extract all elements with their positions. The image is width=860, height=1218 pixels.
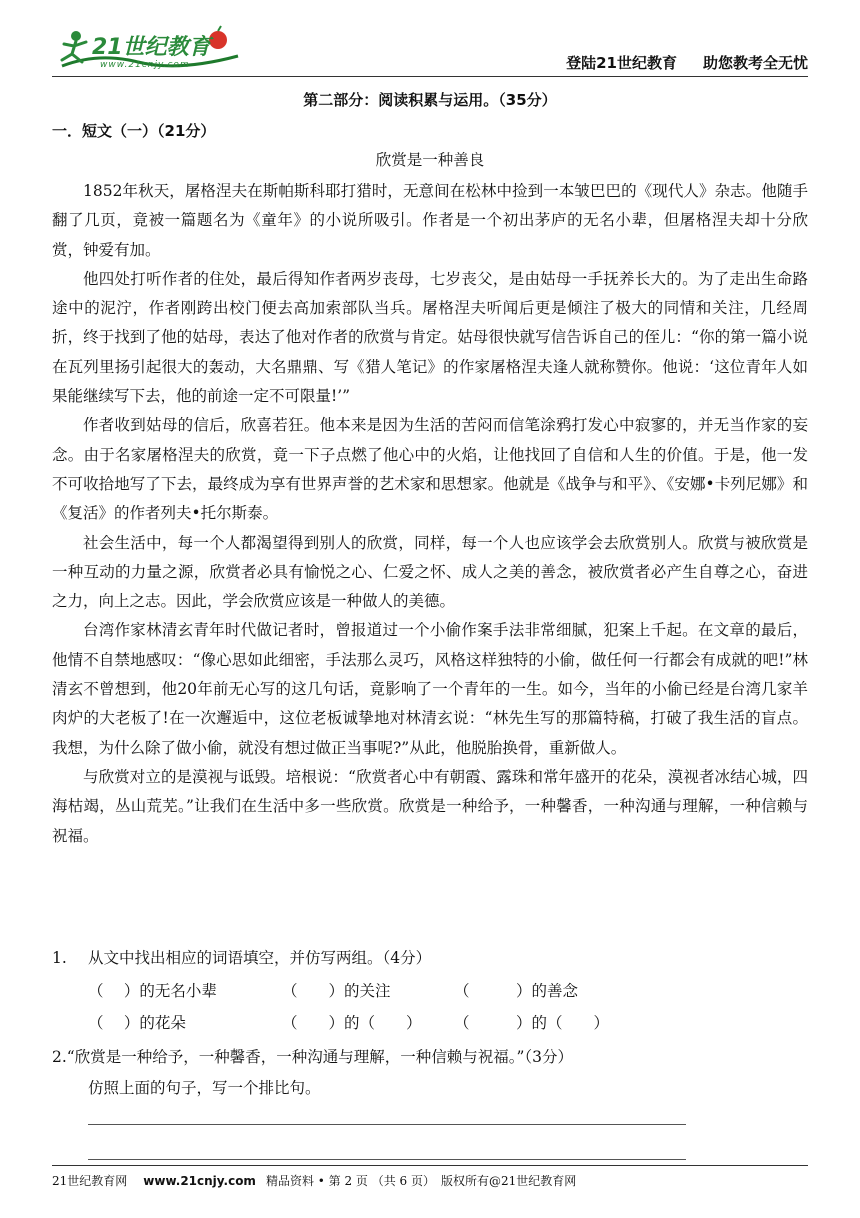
footer-copyright: 版权所有@21世纪教育网	[441, 1174, 577, 1188]
paragraph: 1852年秋天，屠格涅夫在斯帕斯科耶打猎时，无意间在松林中捡到一本皱巴巴的《现代人》杂志。他随手翻了几页，竟被一篇题名为《童年》的小说所吸引。作者是一个初出茅庐的无名小辈，但屠格涅夫却十分欣赏，钟爱有加。	[52, 182, 808, 259]
header-slogan	[540, 52, 808, 73]
fill-blank[interactable]: （ ）的（ ）	[282, 1014, 422, 1032]
footer-divider	[52, 1165, 808, 1166]
fill-blank[interactable]: （ ）的关注	[282, 982, 391, 1000]
question-2-text: 2.“欣赏是一种给予，一种馨香，一种沟通与理解，一种信赖与祝福。”（3分）	[52, 1048, 574, 1066]
question-1	[52, 946, 431, 968]
article-title: 欣赏是一种善良	[375, 151, 485, 169]
part-title: 第二部分：阅读积累与运用。（35分）	[303, 91, 557, 109]
slogan-right: 助您教考全无忧	[702, 54, 808, 72]
paragraph: 社会生活中，每一个人都渴望得到别人的欣赏，同样，每一个人也应该学会去欣赏别人。欣赏与被欣赏是一种互动的力量之源，欣赏者必具有愉悦之心、仁爱之怀、成人之美的善念，被欣赏者必产生自尊之心，奋进之力，向上之志。因此，学会欣赏应该是一种做人的美德。	[52, 533, 808, 611]
paragraph: 台湾作家林清玄青年时代做记者时，曾报道过一个小偷作案手法非常细腻，犯案上千起。在文章的最后，他情不自禁地感叹：“像心思如此细密，手法那么灵巧，风格这样独特的小偷，做任何一行都会有成就的吧!”林清玄不曾想到，他20年前无心写的这几句话，竟影响了一个青年的一生。如今，当年的小偷已经是台湾几家羊肉炉的大老板了!在一次邂逅中，这位老板诚挚地对林清玄说：“林先生写的那篇特稿，打破了我生活的盲点。我想，为什么除了做小偷，就没有想过做正当事呢?”从此，他脱胎换骨，重新做人。	[52, 621, 808, 757]
question-2-instruction: 仿照上面的句子，写一个排比句。	[88, 1079, 321, 1097]
footer-site: 21世纪教育网	[52, 1174, 128, 1188]
answer-line[interactable]	[88, 1159, 686, 1160]
header-divider	[52, 76, 808, 77]
paragraph: 作者收到姑母的信后，欣喜若狂。他本来是因为生活的苦闷而信笔涂鸦打发心中寂寥的，并无当作家的妄念。由于名家屠格涅夫的欣赏，竟一下子点燃了他心中的火焰，让他找回了自信和人生的价值。于是，他一发不可收拾地写了下去，最终成为享有世界声誉的艺术家和思想家。他就是《战争与和平》、《安娜•卡列尼娜》和《复活》的作者列夫•托尔斯泰。	[52, 416, 808, 523]
paragraph: 与欣赏对立的是漠视与诋毁。培根说：“欣赏者心中有朝霞、露珠和常年盛开的花朵，漠视者冰结心城，四海枯竭，丛山荒芜。”让我们在生活中多一些欣赏。欣赏是一种给予，一种馨香，一种沟通与理解，一种信赖与祝福。	[52, 767, 808, 845]
section-title: 一．短文（一）（21分）	[52, 122, 216, 140]
fill-blank[interactable]: （ ）的善念	[454, 982, 579, 1000]
footer-url[interactable]: www.21cnjy.com	[143, 1174, 256, 1188]
question-1-text: 从文中找出相应的词语填空，并仿写两组。（4分）	[88, 949, 432, 967]
fill-blank[interactable]: （ ）的无名小辈	[88, 982, 217, 1000]
fill-blank[interactable]: （ ）的（ ）	[454, 1014, 610, 1032]
paragraph: 他四处打听作者的住处，最后得知作者两岁丧母，七岁丧父，是由姑母一手抚养长大的。为了走出生命路途中的泥泞，作者刚跨出校门便去高加索部队当兵。屠格涅夫听闻后更是倾注了极大的同情和关注，几经周折，终于找到了他的姑母，表达了他对作者的欣赏与肯定。姑母很快就写信告诉自己的侄儿：“你的第一篇小说在瓦列里扬引起很大的轰动，大名鼎鼎、写《猎人笔记》的作家屠格涅夫逢人就称赞你。他说：‘这位青年人如果能继续写下去，他的前途一定不可限量!’”	[52, 269, 808, 406]
slogan-left: 登陆21世纪教育	[566, 54, 677, 72]
page-footer	[52, 1172, 582, 1189]
footer-page-info: 精品资料 • 第 2 页 （共 6 页）	[265, 1174, 436, 1188]
logo-url: www.21cnjy.com	[100, 60, 190, 70]
answer-line[interactable]	[88, 1124, 686, 1125]
article-body	[52, 177, 808, 851]
fill-blank[interactable]: （ ）的花朵	[88, 1014, 186, 1032]
question-1-number: 1.	[52, 949, 67, 967]
logo-text: 21世纪教育	[92, 35, 211, 60]
